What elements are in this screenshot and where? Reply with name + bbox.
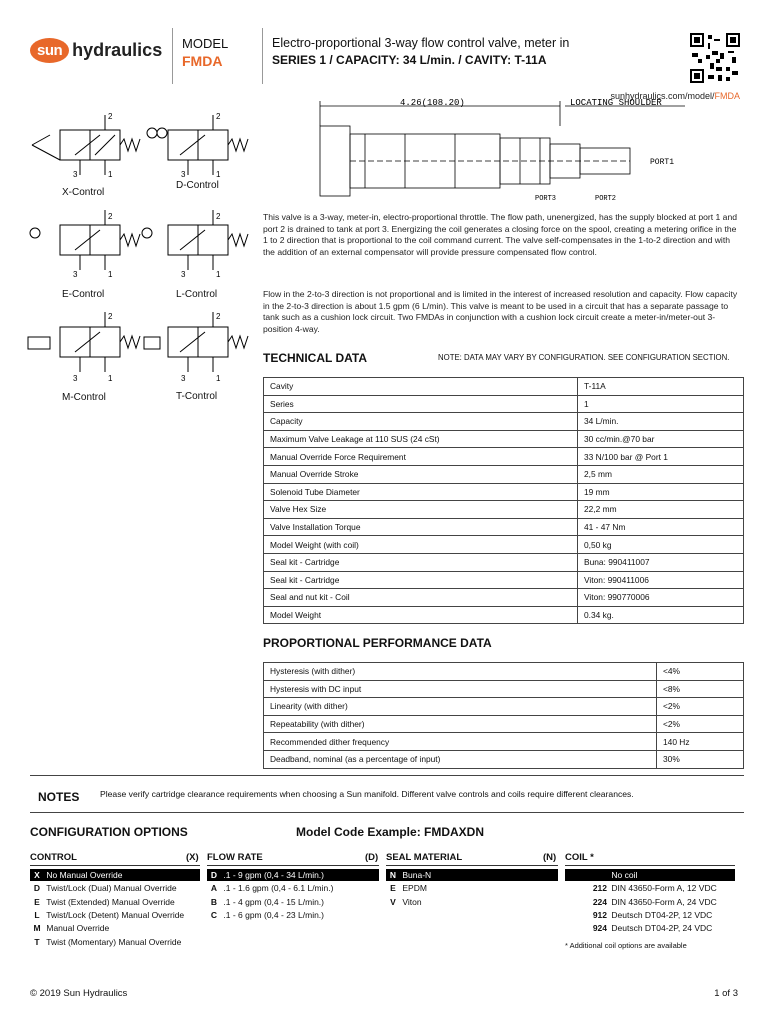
symbol-x-control <box>32 115 140 175</box>
product-title: Electro-proportional 3-way flow control valve, meter in <box>272 36 570 50</box>
row-label: Deadband, nominal (as a percentage of input) <box>264 750 657 768</box>
option-text: Twist (Momentary) Manual Override <box>46 936 182 947</box>
port-label: 3 <box>73 170 78 179</box>
row-label: Valve Hex Size <box>264 501 578 519</box>
option-text: .1 - 9 gpm (0,4 - 34 L/min.) <box>223 870 324 880</box>
symbol-label: E-Control <box>62 289 105 300</box>
performance-data-table <box>263 662 744 769</box>
row-value: <8% <box>657 680 744 698</box>
url-model: FMDA <box>714 91 740 101</box>
seal-default: (N) <box>543 852 557 863</box>
column-rule <box>565 865 735 866</box>
table-row <box>264 518 744 536</box>
table-row <box>264 733 744 751</box>
seal-option[interactable] <box>386 869 558 881</box>
table-row <box>264 750 744 768</box>
row-value: 34 L/min. <box>578 413 744 431</box>
row-label: Manual Override Stroke <box>264 465 578 483</box>
table-row <box>264 606 744 624</box>
option-text: Viton <box>402 896 422 907</box>
option-code: 924 <box>592 923 607 934</box>
flow-column-title: FLOW RATE <box>207 852 263 863</box>
port-label: 2 <box>216 312 221 321</box>
option-code: X <box>34 870 40 880</box>
flow-default: (D) <box>365 852 379 863</box>
row-label: Hysteresis (with dither) <box>264 663 657 681</box>
model-value: FMDA <box>182 53 223 69</box>
option-text: No Manual Override <box>46 870 123 880</box>
symbol-t-control <box>144 312 248 372</box>
section-divider <box>30 775 744 776</box>
row-value: Viton: 990770006 <box>578 589 744 607</box>
control-option[interactable] <box>30 936 200 948</box>
technical-data-note: NOTE: DATA MAY VARY BY CONFIGURATION. SEE CONFIGURATION SECTION. <box>438 353 730 362</box>
row-value: 2,5 mm <box>578 465 744 483</box>
symbol-label: D-Control <box>176 180 219 191</box>
row-value: 41 - 47 Nm <box>578 518 744 536</box>
row-value: 1 <box>578 395 744 413</box>
row-label: Valve Installation Torque <box>264 518 578 536</box>
row-value: Buna: 990411007 <box>578 553 744 571</box>
option-text: Manual Override <box>46 923 110 934</box>
column-rule <box>30 865 200 866</box>
notes-heading: NOTES <box>38 790 80 804</box>
option-code: V <box>390 896 396 907</box>
url-prefix: sunhydraulics.com/model/ <box>610 91 715 101</box>
port-label: 1 <box>108 374 113 383</box>
table-row <box>264 589 744 607</box>
option-code: A <box>210 883 218 894</box>
row-label: Cavity <box>264 378 578 396</box>
table-row <box>264 448 744 466</box>
performance-heading: PROPORTIONAL PERFORMANCE DATA <box>263 636 492 650</box>
flow-option[interactable] <box>207 869 379 881</box>
option-text: Twist/Lock (Dual) Manual Override <box>46 883 177 894</box>
option-code: E <box>390 883 396 894</box>
option-code: 224 <box>592 896 607 907</box>
row-label: Manual Override Force Requirement <box>264 448 578 466</box>
row-label: Model Weight <box>264 606 578 624</box>
port-label: 3 <box>181 374 186 383</box>
port-label: 1 <box>216 374 221 383</box>
row-label: Capacity <box>264 413 578 431</box>
option-code: D <box>210 870 218 880</box>
table-row <box>264 413 744 431</box>
option-text: .1 - 4 gpm (0,4 - 15 L/min.) <box>223 896 324 907</box>
port-label: 2 <box>216 112 221 121</box>
description-paragraph: Flow in the 2-to-3 direction is not proportional and is limited in the interest of increased resolution and capacity. Flow capacity in the 2-to-3 direction is about 1.5 gpm (6 L/min). This valve is meant to be used in a circuit that has a separate passage to tank such as a cushion lock circuit. Two FMDAs in conjunction with a cushion lock circuit create a meter-in/meter-out 3-position 4-way. <box>263 289 738 334</box>
table-row <box>264 715 744 733</box>
port-label: 1 <box>216 270 221 279</box>
cartridge-dimension-drawing <box>305 96 745 206</box>
port1-label: PORT1 <box>650 158 675 167</box>
coil-option[interactable] <box>565 896 735 908</box>
symbol-m-control <box>28 312 140 372</box>
option-code: T <box>34 936 40 947</box>
port-label: 2 <box>108 212 113 221</box>
option-code: C <box>210 909 218 920</box>
port-label: 3 <box>73 374 78 383</box>
row-value: <4% <box>657 663 744 681</box>
seal-option[interactable] <box>386 896 558 908</box>
symbol-label: M-Control <box>62 392 106 403</box>
option-text: Buna-N <box>402 870 432 880</box>
option-code: 912 <box>592 909 607 920</box>
option-text: EPDM <box>402 883 427 894</box>
flow-option[interactable] <box>207 909 379 921</box>
option-code: E <box>34 896 40 907</box>
model-label: MODEL <box>182 36 229 51</box>
locating-shoulder-label: LOCATING SHOULDER <box>570 98 662 108</box>
port3-label: PORT3 <box>535 195 557 203</box>
table-row <box>264 430 744 448</box>
control-option[interactable] <box>30 909 200 921</box>
configuration-heading: CONFIGURATION OPTIONS <box>30 825 188 839</box>
flow-option[interactable] <box>207 896 379 908</box>
option-code: B <box>210 896 218 907</box>
page-number: 1 of 3 <box>714 988 738 999</box>
row-value: 19 mm <box>578 483 744 501</box>
control-option[interactable] <box>30 896 200 908</box>
option-text: Twist/Lock (Detent) Manual Override <box>46 909 185 920</box>
technical-data-heading: TECHNICAL DATA <box>263 351 367 365</box>
table-row <box>264 501 744 519</box>
row-label: Recommended dither frequency <box>264 733 657 751</box>
control-option[interactable] <box>30 882 200 894</box>
copyright: © 2019 Sun Hydraulics <box>30 988 128 999</box>
option-code: D <box>33 883 41 894</box>
control-option[interactable] <box>30 922 200 934</box>
table-row <box>264 680 744 698</box>
seal-column-title: SEAL MATERIAL <box>386 852 463 863</box>
port-label: 3 <box>181 270 186 279</box>
table-row <box>264 378 744 396</box>
section-divider <box>30 812 744 813</box>
table-row <box>264 571 744 589</box>
column-rule <box>386 865 558 866</box>
option-text: No coil <box>611 870 638 880</box>
row-value: T-11A <box>578 378 744 396</box>
option-text: DIN 43650-Form A, 24 VDC <box>611 896 717 907</box>
technical-data-table <box>263 377 744 624</box>
flow-option[interactable] <box>207 882 379 894</box>
row-value: 22,2 mm <box>578 501 744 519</box>
control-default: (X) <box>186 852 199 863</box>
model-code-example: Model Code Example: FMDAXDN <box>296 825 485 839</box>
row-value: 30% <box>657 750 744 768</box>
option-code: N <box>389 870 397 880</box>
port-label: 1 <box>216 170 221 179</box>
row-label: Repeatability (with dither) <box>264 715 657 733</box>
row-value: 30 cc/min.@70 bar <box>578 430 744 448</box>
logo-sun-badge: sun <box>30 38 69 63</box>
option-text: Twist (Extended) Manual Override <box>46 896 175 907</box>
option-code: M <box>33 923 41 934</box>
option-text: DIN 43650-Form A, 12 VDC <box>611 883 717 894</box>
coil-option[interactable] <box>565 882 735 894</box>
header-divider <box>262 28 263 84</box>
symbol-d-control <box>147 115 248 175</box>
port-label: 3 <box>181 170 186 179</box>
row-label: Seal and nut kit - Coil <box>264 589 578 607</box>
symbol-l-control <box>142 210 248 270</box>
table-row <box>264 465 744 483</box>
row-label: Series <box>264 395 578 413</box>
symbol-e-control <box>30 210 140 270</box>
port-label: 2 <box>108 312 113 321</box>
row-label: Seal kit - Cartridge <box>264 571 578 589</box>
logo-wordmark: hydraulics <box>72 40 163 60</box>
coil-option[interactable] <box>565 869 735 881</box>
row-label: Seal kit - Cartridge <box>264 553 578 571</box>
row-value: <2% <box>657 698 744 716</box>
symbol-label: T-Control <box>176 391 218 402</box>
description-paragraph: This valve is a 3-way, meter-in, electro-proportional throttle. The flow path, unenergized, has the supply blocked at port 1 and port 2 is drained to tank at port 3. Energizing the coil generates a closing force on the spool, creating a metering orifice in the 1 to 2 direction that is proportional to the coil command current. The valve self-compensates in the 1-to-2 direction and with the addition of an external compensator will provide pressure compensated flow control. <box>263 212 738 257</box>
row-label: Maximum Valve Leakage at 110 SUS (24 cSt) <box>264 430 578 448</box>
coil-column-title: COIL * <box>565 852 594 863</box>
row-label: Linearity (with dither) <box>264 698 657 716</box>
option-text: .1 - 6 gpm (0,4 - 23 L/min.) <box>223 909 324 920</box>
coil-footnote: * Additional coil options are available <box>565 941 687 950</box>
option-text: .1 - 1.6 gpm (0,4 - 6.1 L/min.) <box>223 883 334 894</box>
table-row <box>264 483 744 501</box>
hydraulic-symbols <box>20 105 250 415</box>
port-label: 2 <box>216 212 221 221</box>
port-label: 3 <box>73 270 78 279</box>
option-text: Deutsch DT04-2P, 24 VDC <box>611 923 713 934</box>
header-divider <box>172 28 173 84</box>
coil-option[interactable] <box>565 909 735 921</box>
notes-text: Please verify cartridge clearance requirements when choosing a Sun manifold. Different valve controls and coils require different clearances. <box>100 789 634 799</box>
sun-hydraulics-logo <box>30 38 162 63</box>
table-row <box>264 536 744 554</box>
row-value: 140 Hz <box>657 733 744 751</box>
dimension-label: 4.26(108.20) <box>400 98 465 108</box>
qr-code-icon[interactable] <box>690 33 740 83</box>
row-value: Viton: 990411006 <box>578 571 744 589</box>
control-option[interactable] <box>30 869 200 881</box>
row-label: Solenoid Tube Diameter <box>264 483 578 501</box>
port-label: 2 <box>108 112 113 121</box>
seal-option[interactable] <box>386 882 558 894</box>
table-row <box>264 395 744 413</box>
symbol-label: L-Control <box>176 289 218 300</box>
product-subtitle: SERIES 1 / CAPACITY: 34 L/min. / CAVITY: T-11A <box>272 53 547 67</box>
row-label: Hysteresis with DC input <box>264 680 657 698</box>
row-value: 0.34 kg. <box>578 606 744 624</box>
table-row <box>264 663 744 681</box>
table-row <box>264 553 744 571</box>
row-value: 33 N/100 bar @ Port 1 <box>578 448 744 466</box>
port-label: 1 <box>108 170 113 179</box>
port2-label: PORT2 <box>595 195 617 203</box>
option-text: Deutsch DT04-2P, 12 VDC <box>611 909 713 920</box>
table-row <box>264 698 744 716</box>
symbol-label: X-Control <box>62 187 105 198</box>
control-column-title: CONTROL <box>30 852 77 863</box>
row-value: 0,50 kg <box>578 536 744 554</box>
column-rule <box>207 865 379 866</box>
option-code: 212 <box>592 883 607 894</box>
row-label: Model Weight (with coil) <box>264 536 578 554</box>
row-value: <2% <box>657 715 744 733</box>
option-code: L <box>34 909 40 920</box>
coil-option[interactable] <box>565 922 735 934</box>
port-label: 1 <box>108 270 113 279</box>
